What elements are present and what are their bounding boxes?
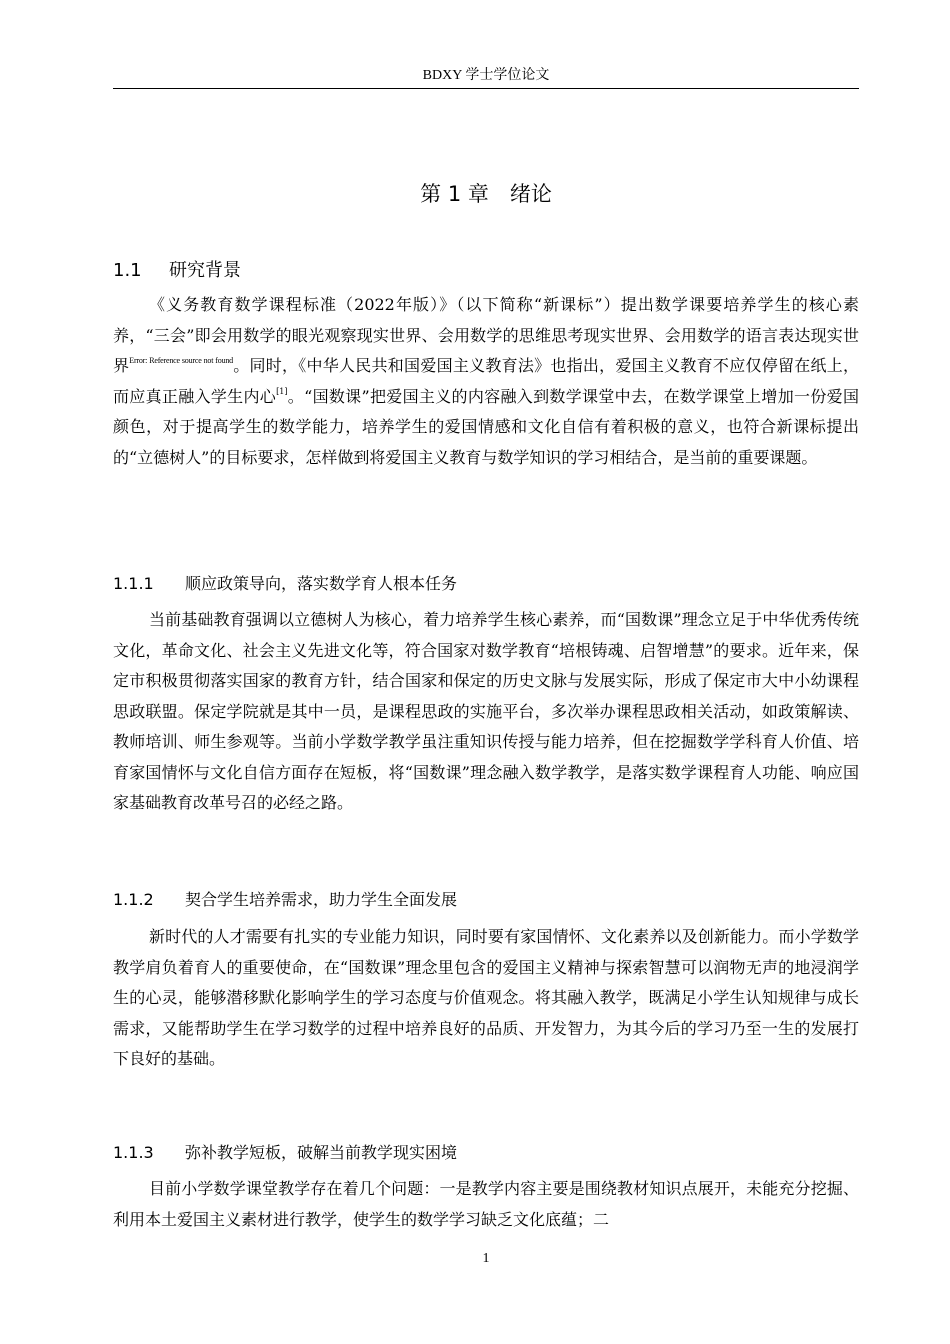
paragraph-background xyxy=(113,290,859,473)
subsection-number: 1.1.3 xyxy=(113,1143,154,1162)
page-number: 1 xyxy=(482,1251,490,1266)
subsection-title: 弥补教学短板，破解当前教学现实困境 xyxy=(185,1143,458,1162)
subsection-title: 顺应政策导向，落实数学育人根本任务 xyxy=(185,574,458,593)
paragraph-policy: 当前基础教育强调以立德树人为核心，着力培养学生核心素养，而“国数课”理念立足于中华优秀传统文化，革命文化、社会主义先进文化等，符合国家对数学教育“培根铸魂、启智增慧”的要求。近年来，保定市积极贯彻落实国家的教育方针，结合国家和保定的历史文脉与发展实际，形成了保定市大中小幼课程思政联盟。保定学院就是其中一员，是课程思政的实施平台，多次举办课程思政相关活动，如政策解读、教师培训、师生参观等。当前小学数学教学虽注重知识传授与能力培养，但在挖掘数学学科育人价值、培育家国情怀与文化自信方面存在短板，将“国数课”理念融入数学教学，是落实数学课程育人功能、响应国家基础教育改革号召的必经之路。 xyxy=(113,610,859,812)
paragraph-student-needs: 新时代的人才需要有扎实的专业能力知识，同时要有家国情怀、文化素养以及创新能力。而小学数学教学肩负着育人的重要使命，在“国数课”理念里包含的爱国主义精神与探索智慧可以润物无声的地浸润学生的心灵，能够潜移默化影响学生的学习态度与价值观念。将其融入教学，既满足小学生认知规律与成长需求，又能帮助学生在学习数学的过程中培养良好的品质、开发智力，为其今后的学习乃至一生的发展打下良好的基础。 xyxy=(113,927,859,1068)
paragraph-teaching-gaps: 目前小学数学课堂教学存在着几个问题：一是教学内容主要是围绕教材知识点展开，未能充分挖掘、利用本土爱国主义素材进行教学，使学生的数学学习缺乏文化底蕴；二 xyxy=(113,1179,859,1229)
citation-mark: [1] xyxy=(276,386,288,396)
running-header: BDXY 学士学位论文 xyxy=(422,68,550,83)
subsection-number: 1.1.1 xyxy=(113,574,154,593)
paragraph-text: 《义务教育数学课程标准（2022年版）》（以下简称“新课标”）提出数学课要培养学生的核心素养，“三会”即会用数学的眼光观察现实世界、会用数学的思维思考现实世界、会用数学的语言表达现实世界 xyxy=(113,295,859,375)
subsection-heading-1-1-3 xyxy=(113,1140,457,1163)
header-rule xyxy=(113,88,859,89)
section-title: 研究背景 xyxy=(169,260,241,281)
subsection-heading-1-1-2 xyxy=(113,887,457,910)
subsection-heading-1-1-1 xyxy=(113,571,457,594)
reference-error-note: Error: Reference source not found xyxy=(129,356,233,365)
paragraph-text: 。同时，《中华人民共和国爱国主义教育法》也指出，爱国主义教育不应仅停留在纸上，而应真正融入学生内心 xyxy=(113,356,859,406)
section-heading-1-1 xyxy=(113,256,241,282)
subsection-number: 1.1.2 xyxy=(113,890,154,909)
subsection-title: 契合学生培养需求，助力学生全面发展 xyxy=(185,890,458,909)
chapter-title: 第 1 章 绪论 xyxy=(420,182,552,206)
paragraph-text: 。“国数课”把爱国主义的内容融入到数学课堂中去，在数学课堂上增加一份爱国颜色，对于提高学生的数学能力，培养学生的爱国情感和文化自信有着积极的意义，也符合新课标提出的“立德树人”的目标要求，怎样做到将爱国主义教育与数学知识的学习相结合，是当前的重要课题。 xyxy=(113,386,859,467)
section-number: 1.1 xyxy=(113,260,142,281)
